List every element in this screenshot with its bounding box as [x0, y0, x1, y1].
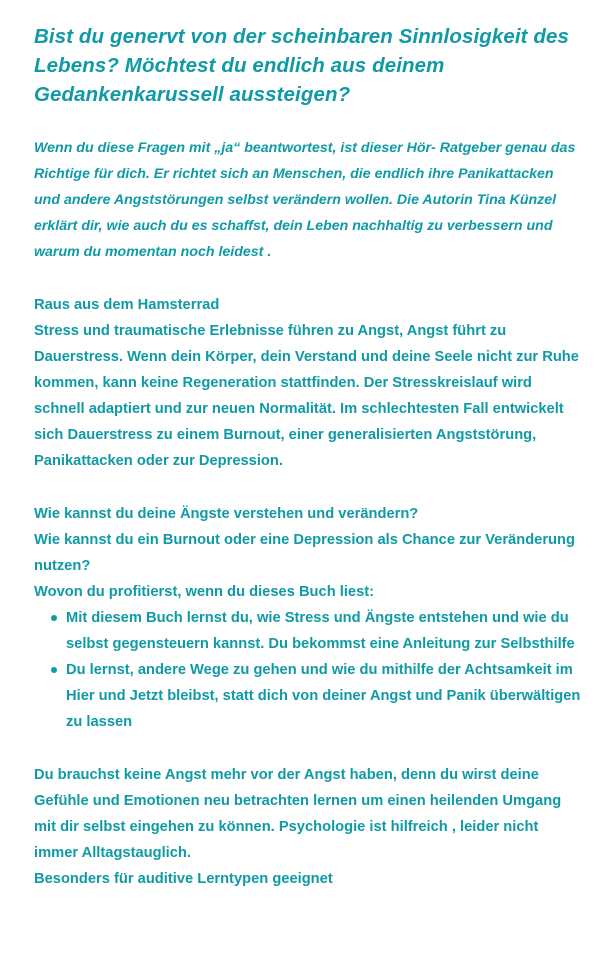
closing-section — [34, 762, 582, 892]
hamster-section — [34, 292, 582, 474]
benefits-intro: Wovon du profitierst, wenn du dieses Buch liest: — [34, 584, 375, 600]
benefit-text: Mit diesem Buch lernst du, wie Stress und Ängste entstehen und wie du selbst gegensteuern kannst. Du bekommst eine Anleitung zur Selbsthilfe — [66, 610, 575, 652]
bullet-icon — [51, 667, 57, 673]
hamster-text: Stress und traumatische Erlebnisse führen zu Angst, Angst führt zu Dauerstress. Wenn dein Körper, dein Verstand und deine Seele nicht zur Ruhe kommen, kann keine Regeneration stattfinden. Der Stresskreislauf wird schnell adaptiert und zur neuen Normalität. Im schlechtesten Fall entwickelt sich Dauerstress zu einem Burnout, einer generalisierten Angststörung, Panikattacken oder zur Depression. — [34, 323, 579, 469]
bullet-icon — [51, 615, 57, 621]
audience-note: Besonders für auditive Lerntypen geeignet — [34, 871, 333, 887]
intro-paragraph: Wenn du diese Fragen mit „ja“ beantwortest, ist dieser Hör- Ratgeber genau das Richtige für dich. Er richtet sich an Menschen, die endlich ihre Panikattacken und andere Angststörungen selbst verändern wollen. Die Autorin Tina Künzel erklärt dir, wie auch du es schaffst, dein Leben nachhaltig zu verbessern und warum du momentan noch leidest . — [34, 140, 576, 260]
questions-section — [34, 501, 582, 735]
benefits-list — [34, 605, 582, 735]
closing-text: Du brauchst keine Angst mehr vor der Angst haben, denn du wirst deine Gefühle und Emotionen neu betrachten lernen um einen heilenden Umgang mit dir selbst eingehen zu können. Psychologie ist hilfreich , leider nicht immer Alltagstauglich. — [34, 767, 562, 861]
list-item — [34, 657, 582, 735]
list-item — [34, 605, 582, 657]
question-1: Wie kannst du deine Ängste verstehen und verändern? — [34, 506, 419, 522]
question-2: Wie kannst du ein Burnout oder eine Depression als Chance zur Veränderung nutzen? — [34, 532, 575, 574]
benefit-text: Du lernst, andere Wege zu gehen und wie du mithilfe der Achtsamkeit im Hier und Jetzt bleibst, statt dich von deiner Angst und Panik überwältigen zu lassen — [66, 662, 581, 730]
product-description — [34, 22, 582, 892]
hamster-title: Raus aus dem Hamsterrad — [34, 297, 220, 313]
headline: Bist du genervt von der scheinbaren Sinnlosigkeit des Lebens? Möchtest du endlich aus deinem Gedankenkarussell aussteigen? — [34, 25, 570, 106]
